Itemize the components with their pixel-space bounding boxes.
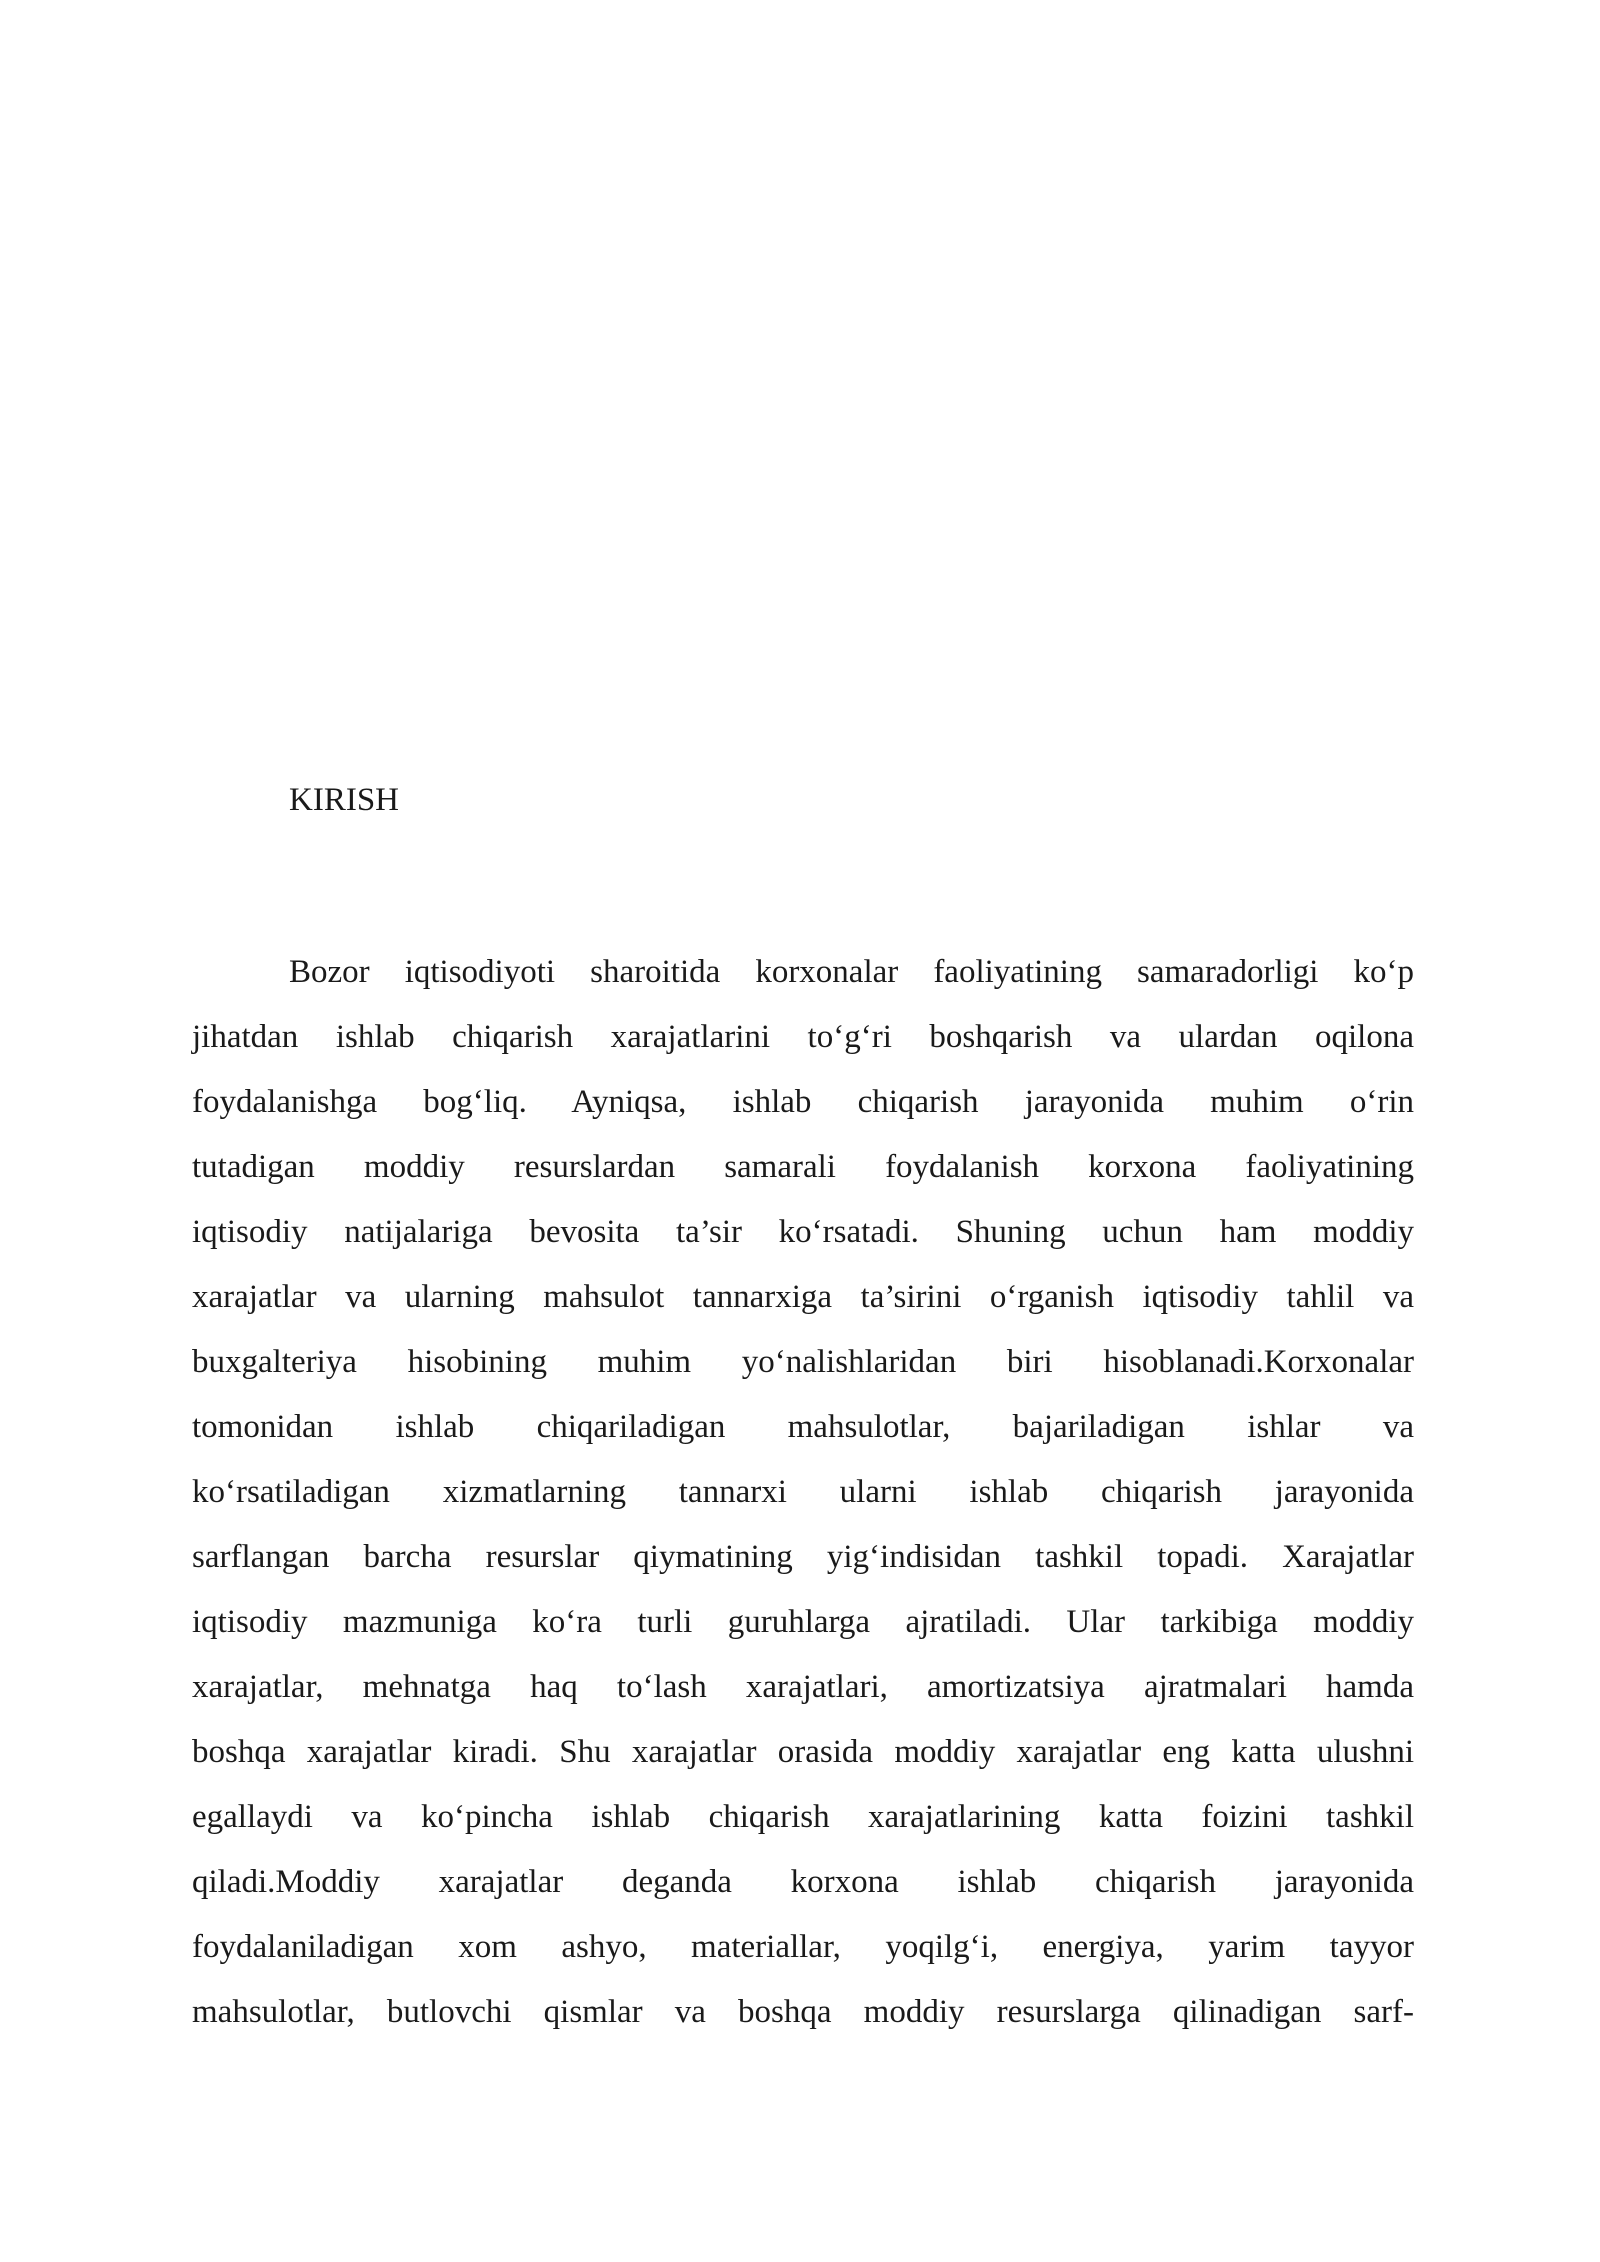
paragraph-line: xarajatlar va ularning mahsulot tannarxiga ta’sirini o‘rganish iqtisodiy tahlil va — [192, 1279, 1414, 1315]
paragraph-line: egallaydi va ko‘pincha ishlab chiqarish xarajatlarining katta foizini tashkil — [192, 1799, 1414, 1835]
paragraph-line: tomonidan ishlab chiqariladigan mahsulotlar, bajariladigan ishlar va — [192, 1409, 1414, 1445]
paragraph-line: foydalaniladigan xom ashyo, materiallar, yoqilg‘i, energiya, yarim tayyor — [192, 1929, 1414, 1965]
paragraph-line: Bozor iqtisodiyoti sharoitida korxonalar faoliyatining samaradorligi ko‘p — [289, 954, 1414, 990]
paragraph-line: ko‘rsatiladigan xizmatlarning tannarxi ularni ishlab chiqarish jarayonida — [192, 1474, 1414, 1510]
paragraph-line: iqtisodiy mazmuniga ko‘ra turli guruhlarga ajratiladi. Ular tarkibiga moddiy — [192, 1604, 1414, 1640]
paragraph-line: mahsulotlar, butlovchi qismlar va boshqa moddiy resurslarga qilinadigan sarf- — [192, 1994, 1414, 2030]
paragraph-line: buxgalteriya hisobining muhim yo‘nalishlaridan biri hisoblanadi.Korxonalar — [192, 1344, 1414, 1380]
paragraph-line: jihatdan ishlab chiqarish xarajatlarini to‘g‘ri boshqarish va ulardan oqilona — [192, 1019, 1414, 1055]
section-heading: KIRISH — [289, 782, 400, 818]
paragraph-line: boshqa xarajatlar kiradi. Shu xarajatlar orasida moddiy xarajatlar eng katta ulushni — [192, 1734, 1414, 1770]
paragraph-line: iqtisodiy natijalariga bevosita ta’sir ko‘rsatadi. Shuning uchun ham moddiy — [192, 1214, 1414, 1250]
paragraph-line: tutadigan moddiy resurslardan samarali foydalanish korxona faoliyatining — [192, 1149, 1414, 1185]
paragraph-line: sarflangan barcha resurslar qiymatining yig‘indisidan tashkil topadi. Xarajatlar — [192, 1539, 1414, 1575]
paragraph-line: foydalanishga bog‘liq. Ayniqsa, ishlab chiqarish jarayonida muhim o‘rin — [192, 1084, 1414, 1120]
paragraph-line: qiladi.Moddiy xarajatlar deganda korxona ishlab chiqarish jarayonida — [192, 1864, 1414, 1900]
body-paragraph — [192, 940, 1414, 2045]
paragraph-line: xarajatlar, mehnatga haq to‘lash xarajatlari, amortizatsiya ajratmalari hamda — [192, 1669, 1414, 1705]
